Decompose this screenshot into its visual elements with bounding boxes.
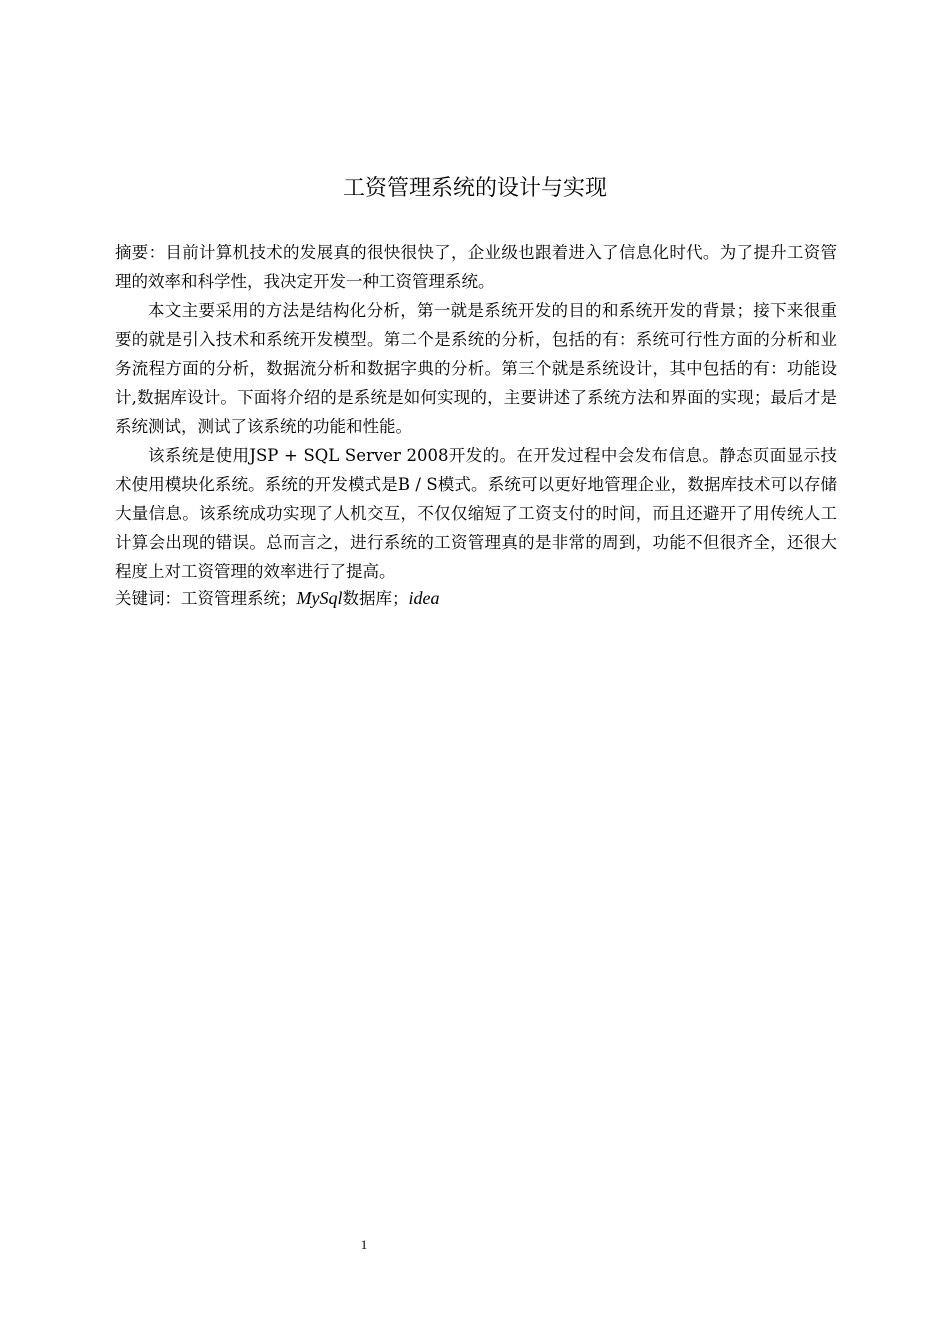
- abstract-label: 摘要：: [115, 243, 166, 262]
- keywords-label: 关键词：: [115, 589, 181, 608]
- keyword-3: idea: [408, 588, 440, 608]
- keyword-2-cn: 数据库；: [342, 589, 409, 608]
- abstract-paragraph: [115, 238, 837, 296]
- body-paragraph-1: 本文主要采用的方法是结构化分析，第一就是系统开发的目的和系统开发的背景；接下来很重要的就是引入技术和系统开发模型。第二个是系统的分析，包括的有：系统可行性方面的分析和业务流程方面的分析，数据流分析和数据字典的分析。第三个就是系统设计，其中包括的有：功能设计,数据库设计。下面将介绍的是系统是如何实现的，主要讲述了系统方法和界面的实现；最后才是系统测试，测试了该系统的功能和性能。: [115, 301, 837, 436]
- keyword-2-en: MySql: [296, 588, 343, 608]
- keyword-1: 工资管理系统；: [181, 589, 297, 608]
- keywords-line: [115, 586, 837, 611]
- page-number: 1: [360, 1237, 368, 1252]
- document-body: [115, 238, 837, 611]
- document-title: 工资管理系统的设计与实现: [342, 176, 607, 201]
- abstract-text: 目前计算机技术的发展真的很快很快了，企业级也跟着进入了信息化时代。为了提升工资管理的效率和科学性，我决定开发一种工资管理系统。: [115, 243, 838, 291]
- body-paragraph-2: 该系统是使用JSP + SQL Server 2008开发的。在开发过程中会发布信息。静态页面显示技术使用模块化系统。系统的开发模式是B / S模式。系统可以更好地管理企业，数据库技术可以存储大量信息。该系统成功实现了人机交互，不仅仅缩短了工资支付的时间，而且还避开了用传统人工计算会出现的错误。总而言之，进行系统的工资管理真的是非常的周到，功能不但很齐全，还很大程度上对工资管理的效率进行了提高。: [115, 446, 837, 581]
